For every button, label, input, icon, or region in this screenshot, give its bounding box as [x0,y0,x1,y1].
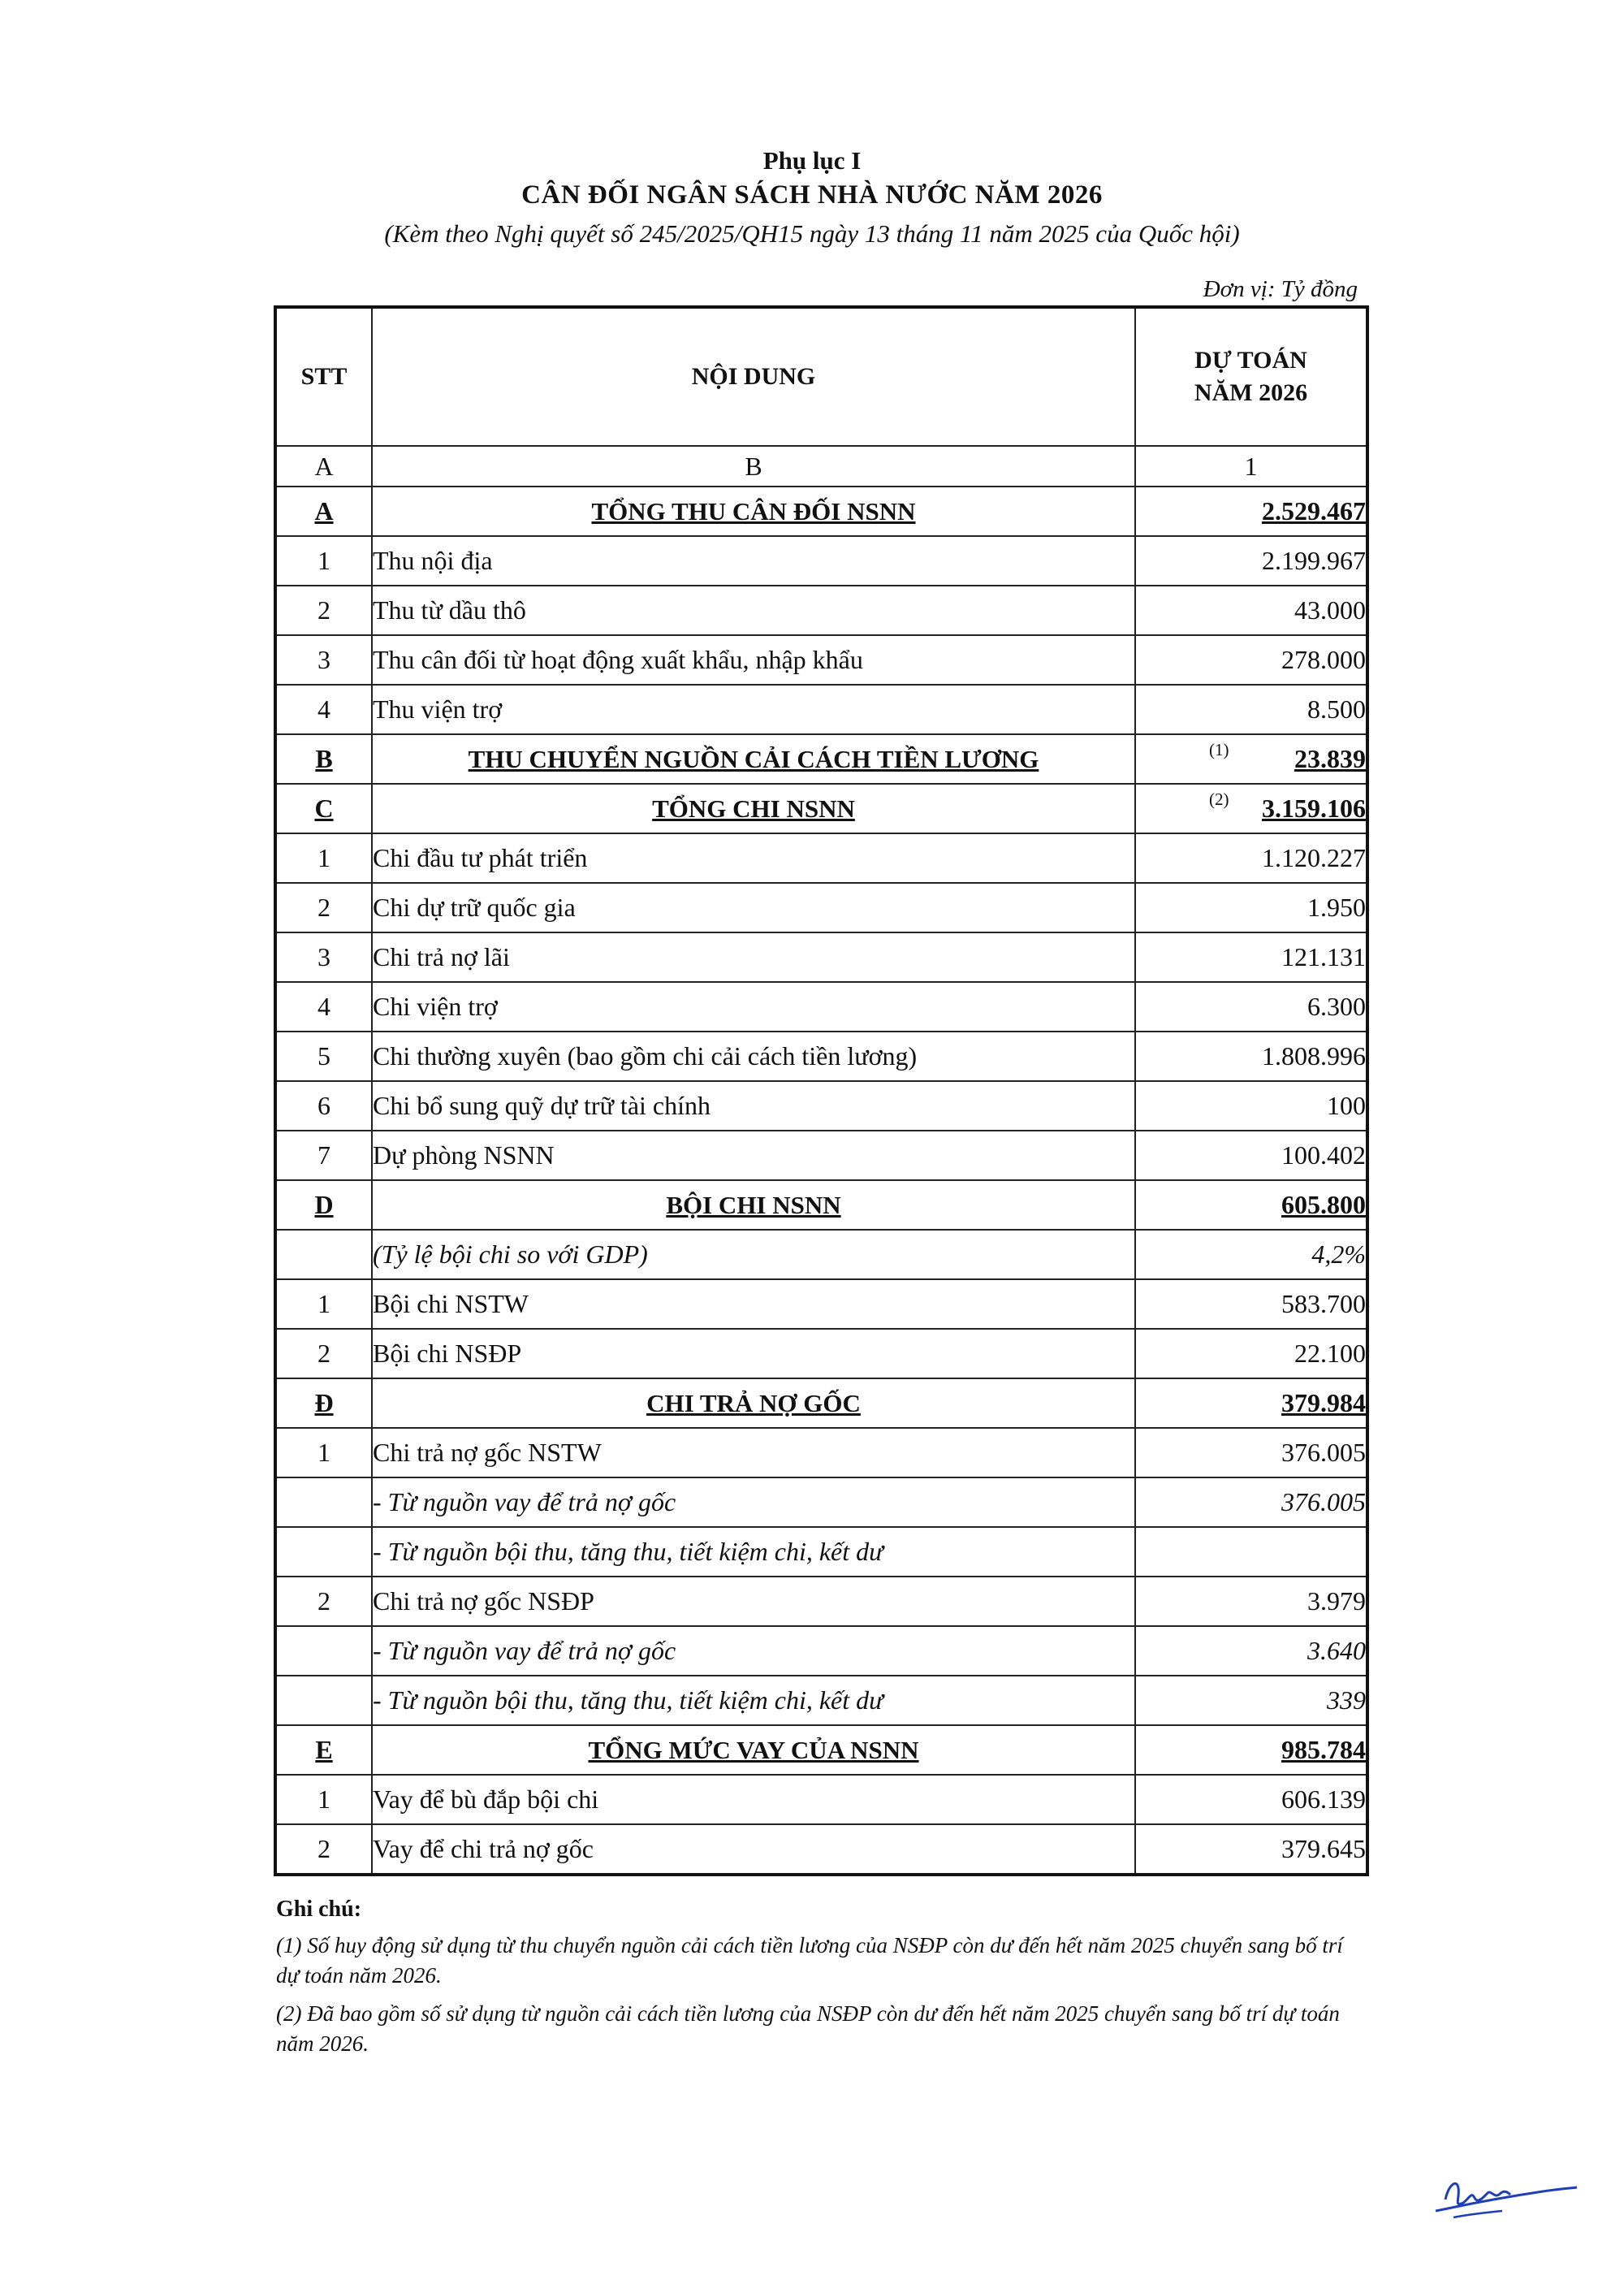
table-row [275,1527,1367,1577]
row-stt: 4 [275,982,372,1032]
row-stt: 2 [275,1329,372,1378]
row-amount: 985.784 [1281,1735,1366,1764]
appendix-label: Phụ lục I [762,146,862,175]
row-amount: 376.005 [1281,1438,1366,1467]
row-amount-cell [1135,635,1367,685]
section-row [275,1378,1367,1428]
table-row [275,883,1367,932]
row-stt: 1 [275,1279,372,1329]
table-row [275,536,1367,586]
header-amount [1135,307,1367,446]
row-stt: 7 [275,1131,372,1180]
section-row [275,487,1367,536]
row-amount: 339 [1327,1685,1366,1715]
row-stt: 4 [275,685,372,734]
table-row [275,586,1367,635]
notes-section [276,1897,1364,2067]
row-amount-cell [1135,1279,1367,1329]
row-content: Chi trả nợ gốc NSTW [372,1428,1135,1477]
row-stt: D [275,1180,372,1230]
row-content: Bội chi NSĐP [372,1329,1135,1378]
row-amount-cell [1135,1329,1367,1378]
row-stt: 1 [275,833,372,883]
column-letter-row [275,446,1367,487]
row-amount: 6.300 [1307,992,1366,1021]
row-stt: Đ [275,1378,372,1428]
table-row [275,1131,1367,1180]
row-amount-cell [1135,932,1367,982]
row-amount-cell [1135,586,1367,635]
row-content: Chi dự trữ quốc gia [372,883,1135,932]
row-amount: 2.529.467 [1262,496,1366,526]
row-amount-cell [1135,536,1367,586]
row-amount-cell [1135,1378,1367,1428]
row-amount: 3.159.106 [1262,794,1366,823]
row-amount: 8.500 [1307,694,1366,724]
row-amount-cell [1135,1032,1367,1081]
row-amount-cell [1135,1081,1367,1131]
table-row [275,1775,1367,1824]
table-row [275,1032,1367,1081]
row-content: Chi bổ sung quỹ dự trữ tài chính [372,1081,1135,1131]
row-content: Bội chi NSTW [372,1279,1135,1329]
row-content: CHI TRẢ NỢ GỐC [372,1378,1135,1428]
letter-stt: A [275,446,372,487]
row-content: TỔNG THU CÂN ĐỐI NSNN [372,487,1135,536]
row-amount-cell [1135,1477,1367,1527]
row-content: Chi trả nợ gốc NSĐP [372,1577,1135,1626]
row-amount-cell [1135,1824,1367,1875]
document-title: CÂN ĐỐI NGÂN SÁCH NHÀ NƯỚC NĂM 2026 [521,180,1103,210]
row-amount-cell [1135,784,1367,833]
row-content: BỘI CHI NSNN [372,1180,1135,1230]
table-header-row [275,307,1367,446]
row-stt [275,1527,372,1577]
row-stt: 1 [275,1775,372,1824]
row-stt: A [275,487,372,536]
row-stt: 2 [275,883,372,932]
table-row [275,1626,1367,1676]
letter-amount: 1 [1135,446,1367,487]
row-amount: 100 [1327,1091,1366,1120]
table-row [275,1230,1367,1279]
row-amount-cell [1135,734,1367,784]
row-amount-cell [1135,982,1367,1032]
section-row [275,784,1367,833]
row-content: Thu cân đối từ hoạt động xuất khẩu, nhập khẩu [372,635,1135,685]
note-2: (2) Đã bao gồm số sử dụng từ nguồn cải cách tiền lương của NSĐP còn dư đến hết năm 2025 chuyển sang bố trí dự toán năm 2026. [276,2001,1340,2056]
table-body [275,487,1367,1875]
table-row [275,1081,1367,1131]
header-amount-line2: NĂM 2026 [1194,379,1308,406]
row-content: - Từ nguồn vay để trả nợ gốc [372,1477,1135,1527]
row-stt: 2 [275,1824,372,1875]
row-content: Chi viện trợ [372,982,1135,1032]
row-stt: E [275,1725,372,1775]
row-content: Thu nội địa [372,536,1135,586]
row-content: TỔNG CHI NSNN [372,784,1135,833]
row-stt: 2 [275,1577,372,1626]
row-amount: 605.800 [1281,1190,1366,1219]
row-content: Thu từ dầu thô [372,586,1135,635]
row-stt: C [275,784,372,833]
letter-content: B [372,446,1135,487]
row-stt: 1 [275,1428,372,1477]
row-amount-cell [1135,1775,1367,1824]
row-amount: 1.950 [1307,893,1366,922]
row-stt: B [275,734,372,784]
header-amount-line1: DỰ TOÁN [1194,347,1307,374]
row-amount-cell [1135,1230,1367,1279]
row-amount: 2.199.967 [1262,546,1366,575]
row-amount-cell [1135,487,1367,536]
row-stt: 2 [275,586,372,635]
row-stt: 6 [275,1081,372,1131]
row-amount-cell [1135,1428,1367,1477]
row-amount: 1.808.996 [1262,1041,1366,1071]
row-amount-cell [1135,1725,1367,1775]
row-content: Chi đầu tư phát triển [372,833,1135,883]
row-amount: 22.100 [1294,1339,1366,1368]
table-row [275,635,1367,685]
row-amount-cell [1135,1626,1367,1676]
row-content: (Tỷ lệ bội chi so với GDP) [372,1230,1135,1279]
row-amount: 43.000 [1294,595,1366,625]
row-stt: 3 [275,635,372,685]
unit-label: Đơn vị: Tỷ đồng [1203,276,1358,302]
table-row [275,982,1367,1032]
row-amount: 379.645 [1281,1834,1366,1863]
row-content: Vay để chi trả nợ gốc [372,1824,1135,1875]
row-content: Dự phòng NSNN [372,1131,1135,1180]
section-row [275,1180,1367,1230]
row-stt: 5 [275,1032,372,1081]
row-amount-cell [1135,1180,1367,1230]
row-content: Vay để bù đắp bội chi [372,1775,1135,1824]
document-subtitle: (Kèm theo Nghị quyết số 245/2025/QH15 ngày 13 tháng 11 năm 2025 của Quốc hội) [384,219,1240,248]
row-content: - Từ nguồn vay để trả nợ gốc [372,1626,1135,1676]
signature-mark [1421,2161,1583,2238]
row-amount-cell [1135,1676,1367,1725]
section-row [275,1725,1367,1775]
row-amount: 606.139 [1281,1784,1366,1814]
signature-scribble [1421,2161,1583,2234]
row-content: TỔNG MỨC VAY CỦA NSNN [372,1725,1135,1775]
row-stt [275,1676,372,1725]
row-amount: 1.120.227 [1262,843,1366,872]
row-amount: 3.640 [1307,1636,1366,1665]
row-amount: 376.005 [1281,1487,1366,1516]
header-content: NỘI DUNG [372,307,1135,446]
row-stt: 1 [275,536,372,586]
notes-title: Ghi chú: [276,1897,362,1922]
footnote-reference: (1) [1209,740,1229,759]
row-stt: 3 [275,932,372,982]
row-content: - Từ nguồn bội thu, tăng thu, tiết kiệm chi, kết dư [372,1676,1135,1725]
note-1: (1) Số huy động sử dụng từ thu chuyển nguồn cải cách tiền lương của NSĐP còn dư đến hết năm 2025 chuyển sang bố trí dự toán năm 2026. [276,1933,1343,1988]
row-amount: 3.979 [1307,1586,1366,1616]
row-amount-cell [1135,685,1367,734]
table-row [275,1477,1367,1527]
row-amount: 121.131 [1281,942,1366,971]
row-content: - Từ nguồn bội thu, tăng thu, tiết kiệm chi, kết dư [372,1527,1135,1577]
section-row [275,734,1367,784]
table-row [275,1279,1367,1329]
row-content: Thu viện trợ [372,685,1135,734]
table-row [275,1428,1367,1477]
row-stt [275,1477,372,1527]
footnote-reference: (2) [1209,789,1229,809]
row-amount-cell [1135,1131,1367,1180]
table-row [275,1329,1367,1378]
row-amount: 100.402 [1281,1140,1366,1170]
row-amount: 583.700 [1281,1289,1366,1318]
table-row [275,1676,1367,1725]
row-amount-cell [1135,1527,1367,1577]
row-stt [275,1626,372,1676]
row-amount: 23.839 [1294,744,1366,773]
row-amount: 379.984 [1281,1388,1366,1417]
row-amount-cell [1135,833,1367,883]
table-row [275,833,1367,883]
table-row [275,1824,1367,1875]
row-content: THU CHUYỂN NGUỒN CẢI CÁCH TIỀN LƯƠNG [372,734,1135,784]
row-amount-cell [1135,1577,1367,1626]
row-amount: 4,2% [1311,1239,1366,1269]
budget-table [274,305,1369,1876]
table-row [275,685,1367,734]
row-amount-cell [1135,883,1367,932]
table-row [275,932,1367,982]
header-stt: STT [275,307,372,446]
row-content: Chi thường xuyên (bao gồm chi cải cách tiền lương) [372,1032,1135,1081]
row-stt [275,1230,372,1279]
row-content: Chi trả nợ lãi [372,932,1135,982]
table-row [275,1577,1367,1626]
row-amount: 278.000 [1281,645,1366,674]
